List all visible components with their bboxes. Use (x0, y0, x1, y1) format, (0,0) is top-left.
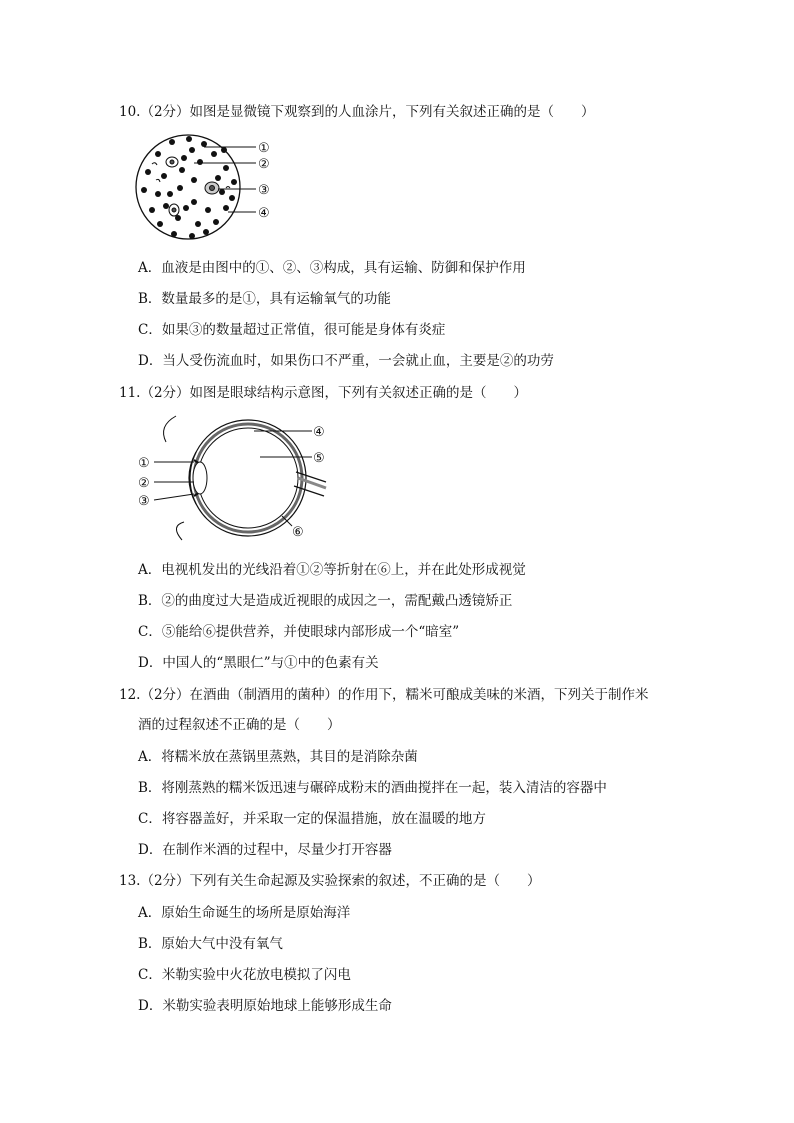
white-blood-cells (166, 157, 219, 216)
label-2: ② (138, 476, 150, 491)
label-1: ① (258, 141, 270, 156)
question-11-stem: 11.（2分）如图是眼球结构示意图，下列有关叙述正确的是（ ） (119, 385, 528, 401)
question-10-stem: 10.（2分）如图是显微镜下观察到的人血涂片，下列有关叙述正确的是（ ） (119, 104, 595, 120)
q10-option-d: D．当人受伤流血时，如果伤口不严重，一会就止血，主要是②的功劳 (138, 353, 554, 369)
label-4: ④ (313, 425, 325, 440)
figure-leader-lines (194, 147, 256, 212)
q11-option-a: A．电视机发出的光线沿着①②等折射在⑥上，并在此处形成视觉 (138, 562, 526, 578)
q12-option-b: B．将刚蒸熟的糯米饭迅速与碾碎成粉末的酒曲搅拌在一起，装入清洁的容器中 (138, 780, 607, 796)
label-4: ④ (258, 206, 270, 221)
label-3: ③ (138, 494, 150, 509)
q10-option-c: C．如果③的数量超过正常值，很可能是身体有炎症 (138, 322, 446, 338)
q11-option-d: D．中国人的“黑眼仁”与①中的色素有关 (138, 655, 379, 671)
q13-option-a: A．原始生命诞生的场所是原始海洋 (138, 905, 351, 921)
choroid (194, 424, 302, 532)
red-blood-cells (141, 136, 237, 239)
label-2: ② (258, 157, 270, 172)
eyelids (164, 416, 184, 540)
q12-option-c: C．将容器盖好，并采取一定的保温措施，放在温暖的地方 (138, 811, 486, 827)
q11-option-c: C．⑤能给⑥提供营养，并使眼球内部形成一个“暗室” (138, 624, 460, 640)
eyeball-figure (136, 412, 336, 542)
figure-labels (258, 141, 270, 221)
q10-option-a: A．血液是由图中的①、②、③构成，具有运输、防御和保护作用 (138, 260, 526, 276)
question-12-stem-line2: 酒的过程叙述不正确的是（ ） (138, 717, 341, 733)
question-13-stem: 13.（2分）下列有关生命起源及实验探索的叙述，不正确的是（ ） (119, 873, 541, 889)
lens (193, 462, 207, 494)
label-6: ⑥ (292, 525, 304, 540)
label-3: ③ (258, 183, 270, 198)
label-1: ① (138, 456, 150, 471)
q13-option-d: D．米勒实验表明原始地球上能够形成生命 (138, 998, 392, 1014)
retina (198, 428, 298, 528)
q13-option-b: B．原始大气中没有氧气 (138, 936, 283, 952)
blood-smear-figure (134, 132, 284, 247)
q10-option-b: B．数量最多的是①，具有运输氧气的功能 (138, 291, 391, 307)
q12-option-d: D．在制作米酒的过程中，尽量少打开容器 (138, 842, 392, 858)
q12-option-a: A．将糯米放在蒸锅里蒸熟，其目的是消除杂菌 (138, 749, 418, 765)
question-12-stem: 12.（2分）在酒曲（制酒用的菌种）的作用下，糯米可酿成美味的米酒，下列关于制作米 (119, 687, 649, 703)
q11-option-b: B．②的曲度过大是造成近视眼的成因之一，需配戴凸透镜矫正 (138, 593, 513, 609)
label-5: ⑤ (313, 451, 325, 466)
q13-option-c: C．米勒实验中火花放电模拟了闪电 (138, 967, 351, 983)
